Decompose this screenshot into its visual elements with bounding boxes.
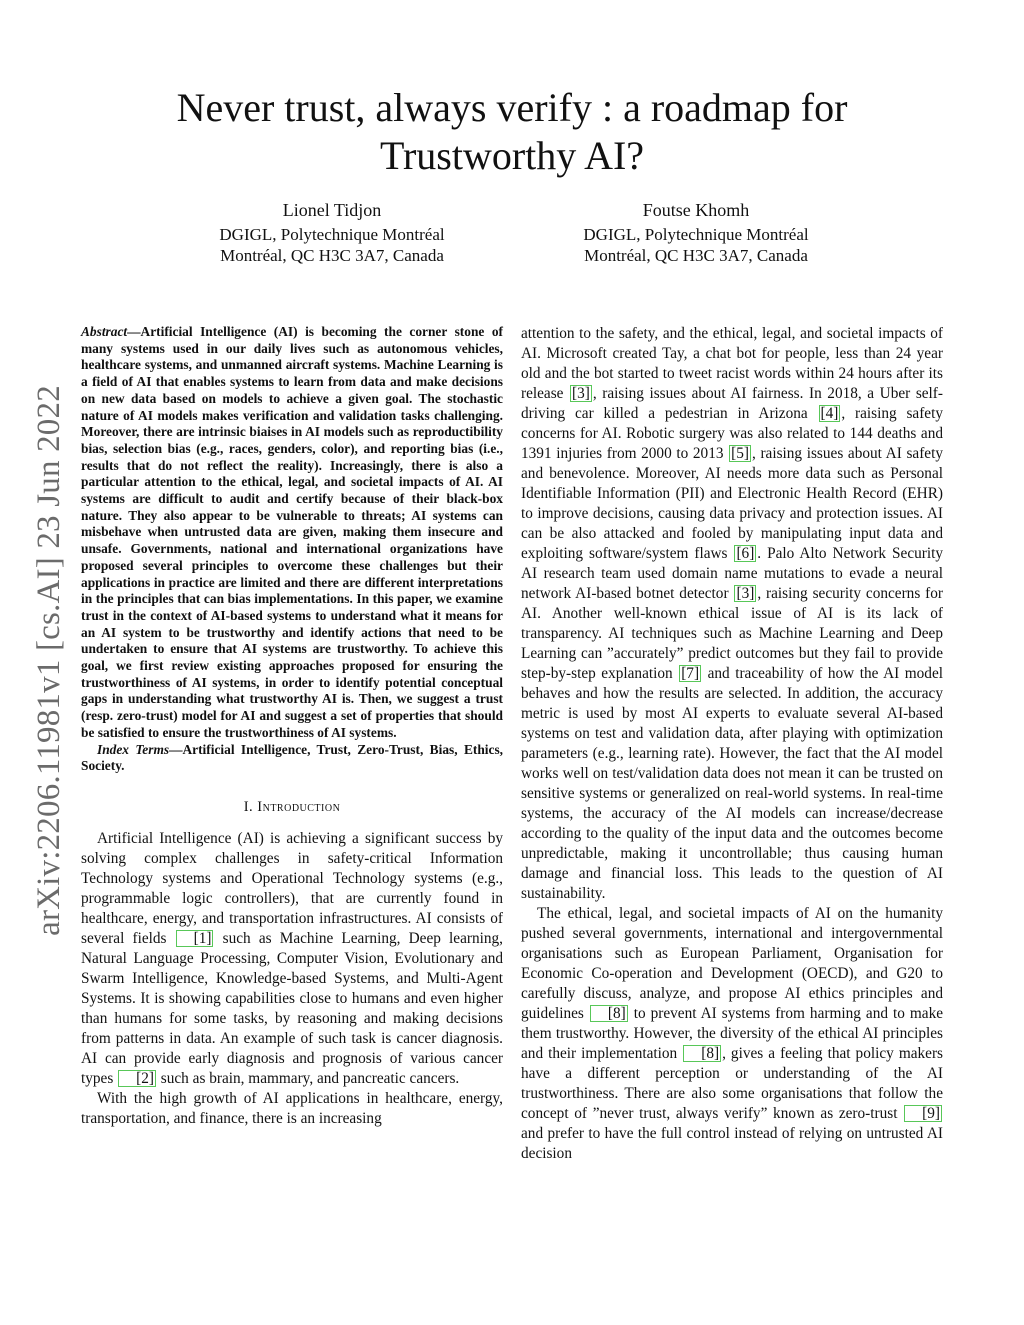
citation-link[interactable]: [7] [681,665,700,682]
section-heading: I. Introduction [243,798,341,815]
author-block-1 [182,200,482,266]
index-terms-label: Index Terms [97,741,170,757]
index-terms-text: —Artificial Intelligence, Trust, Zero-Trust, Bias, Ethics, Society. [81,741,504,774]
citation-link[interactable]: [6] [736,545,755,562]
paper-title: Never trust, always verify : a roadmap for Trustworthy AI? [176,85,848,178]
intro-paragraph: Artificial Intelligence (AI) is achieving a significant success by solving complex challenges in safety-critical Information Technology systems and Operational Technology systems (e.g., programmable logic controllers), that are currently found in healthcare, energy, and transportation infrastructures. AI consists of several fields [1] such as Machine Learning, Deep learning, Natural Language Processing, Computer Vision, Evolutionary and Swarm Intelligence, Knowledge-based Systems, and Multi-Agent Systems. It is showing capabilities close to humans and even higher than humans for some tasks, by reasoning and making decisions from patterns in data. An example of such task is cancer diagnosis. AI can provide early diagnosis and prognosis of various cancer types [2] such as brain, mammary, and pancreatic cancers. [81,829,503,1087]
arxiv-identifier: arXiv:2206.11981v1 [cs.AI] 23 Jun 2022 [30,384,67,936]
author-address: Montréal, QC H3C 3A7, Canada [584,246,808,265]
abstract-text: —Artificial Intelligence (AI) is becoming the corner stone of many systems used in our daily lives such as autonomous vehicles, healthcare systems, and unmanned aircraft systems. Machine Learning is a field of AI that enables systems to learn from data and make decisions on new data based on models to achieve a given goal. The stochastic nature of AI models makes verification and validation tasks challenging. Moreover, there are intrinsic biaises in AI models such as reproductibility bias, selection bias (e.g., races, genders, color), and reporting bias (i.e., results that do not reflect the reality). Increasingly, there is also a particular attention to the ethical, legal, and societal impacts of AI. AI systems are difficult to audit and certify because of their black-box nature. They also appear to be vulnerable to threats; AI systems can misbehave when untrusted data are given, making them insecure and unsafe. Governments, national and international organizations have proposed several principles to overcome these challenges but their applications in practice are limited and there are different interpretations in the principles that can bias implementations. In this paper, we examine trust in the context of AI-based systems to understand what it means for an AI system to be trustworthy and identify actions that need to be undertaken to ensure that AI systems are trustworthy. To achieve this goal, we first review existing approaches proposed for ensuring the trustworthiness of AI systems, in order to identify potential conceptual gaps in understanding what trustworthy AI is. Then, we suggest a trust (resp. zero-trust) model for AI and suggest a set of properties that should be satisfied to ensure the trustworthiness of AI systems. [81,324,503,740]
arxiv-sidebar-stamp [32,340,66,980]
citation-link[interactable]: [2] [118,1070,156,1087]
author-affiliation: DGIGL, Polytechnique Montréal [219,225,445,244]
citation-link[interactable]: [4] [820,405,839,422]
author-name: Lionel Tidjon [282,200,382,220]
citation-link[interactable]: [3] [572,385,590,402]
author-address: Montréal, QC H3C 3A7, Canada [220,246,444,265]
citation-link[interactable]: [1] [176,930,214,947]
author-block-2 [546,200,846,266]
intro-paragraph: With the high growth of AI applications in healthcare, energy, transportation, and finance, there is an increasing [81,1089,503,1127]
citation-link[interactable]: [9] [904,1105,942,1122]
author-name: Foutse Khomh [642,200,750,220]
intro-paragraph: The ethical, legal, and societal impacts of AI on the humanity pushed several governments, international and intergovernmental organisations such as European Parliament, Organisation for Economic Co-operation and Development (OECD), and G20 to carefully discuss, analyze, and propose AI ethics principles and guidelines [8] to prevent AI systems from harming and to make them trustworthy. However, the diversity of the ethical AI principles and their implementation [8] , gives a feeling that policy makers have a different perception or understanding of the AI trustworthiness. There are also some organisations that follow the concept of ”never trust, always verify” known as zero-trust [9] and prefer to have the full control instead of relying on untrusted AI decision [521,905,944,1162]
left-column [81,324,503,1129]
citation-link[interactable]: [3] [736,585,755,602]
abstract-label: Abstract [81,324,128,339]
citation-link[interactable]: [8] [683,1045,721,1062]
author-affiliation: DGIGL, Polytechnique Montréal [583,225,809,244]
abstract [81,324,503,742]
citation-link[interactable]: [8] [590,1005,628,1022]
index-terms [81,742,503,775]
right-column [521,324,943,1164]
citation-link[interactable]: [5] [731,445,749,462]
intro-paragraph: attention to the safety, and the ethical, legal, and societal impacts of AI. Microsoft created Tay, a chat bot for people, less than 24 year old and the bot started to tweet racist words within 24 hours after its release [3] , raising issues about AI fairness. In 2018, a Uber self-driving car killed a pedestrian in Arizona [4] , raising safety concerns for AI. Robotic surgery was also related to 144 deaths and 1391 injuries from 2000 to 2013 [5] , raising issues about AI safety and benevolence. Moreover, AI needs more data such as Personal Identifiable Information (PII) and Electronic Health Record (EHR) to improve decisions, causing data privacy and protection issues. AI can be also attacked and fooled by manipulating input data and exploiting software/system flaws [6] . Palo Alto Network Security AI research team used domain name mutations to evade a neural network AI-based botnet detector [3] , raising security concerns for AI. Another well-known ethical issue of AI is its lack of transparency. AI techniques such as Machine Learning and Deep Learning can ”accurately” predict outcomes but they fail to provide step-by-step explanation [7] and traceability of how the AI model behaves and how the results are selected. In addition, the accuracy metric is used by most AI experts to evaluate several AI-based systems on test and validation data, after playing with optimization parameters (e.g., learning rate). However, the fact that the AI model works well on test/validation data does not mean it can be trusted on sensitive systems or generalized on real-world systems. In real-time systems, the accuracy of the AI models can increase/decrease according to the quality of the input data and the outcomes become unpredictable, making it uncontrollable; thus causing human damage and financial loss. This leads to the question of AI sustainability. [521,325,944,902]
